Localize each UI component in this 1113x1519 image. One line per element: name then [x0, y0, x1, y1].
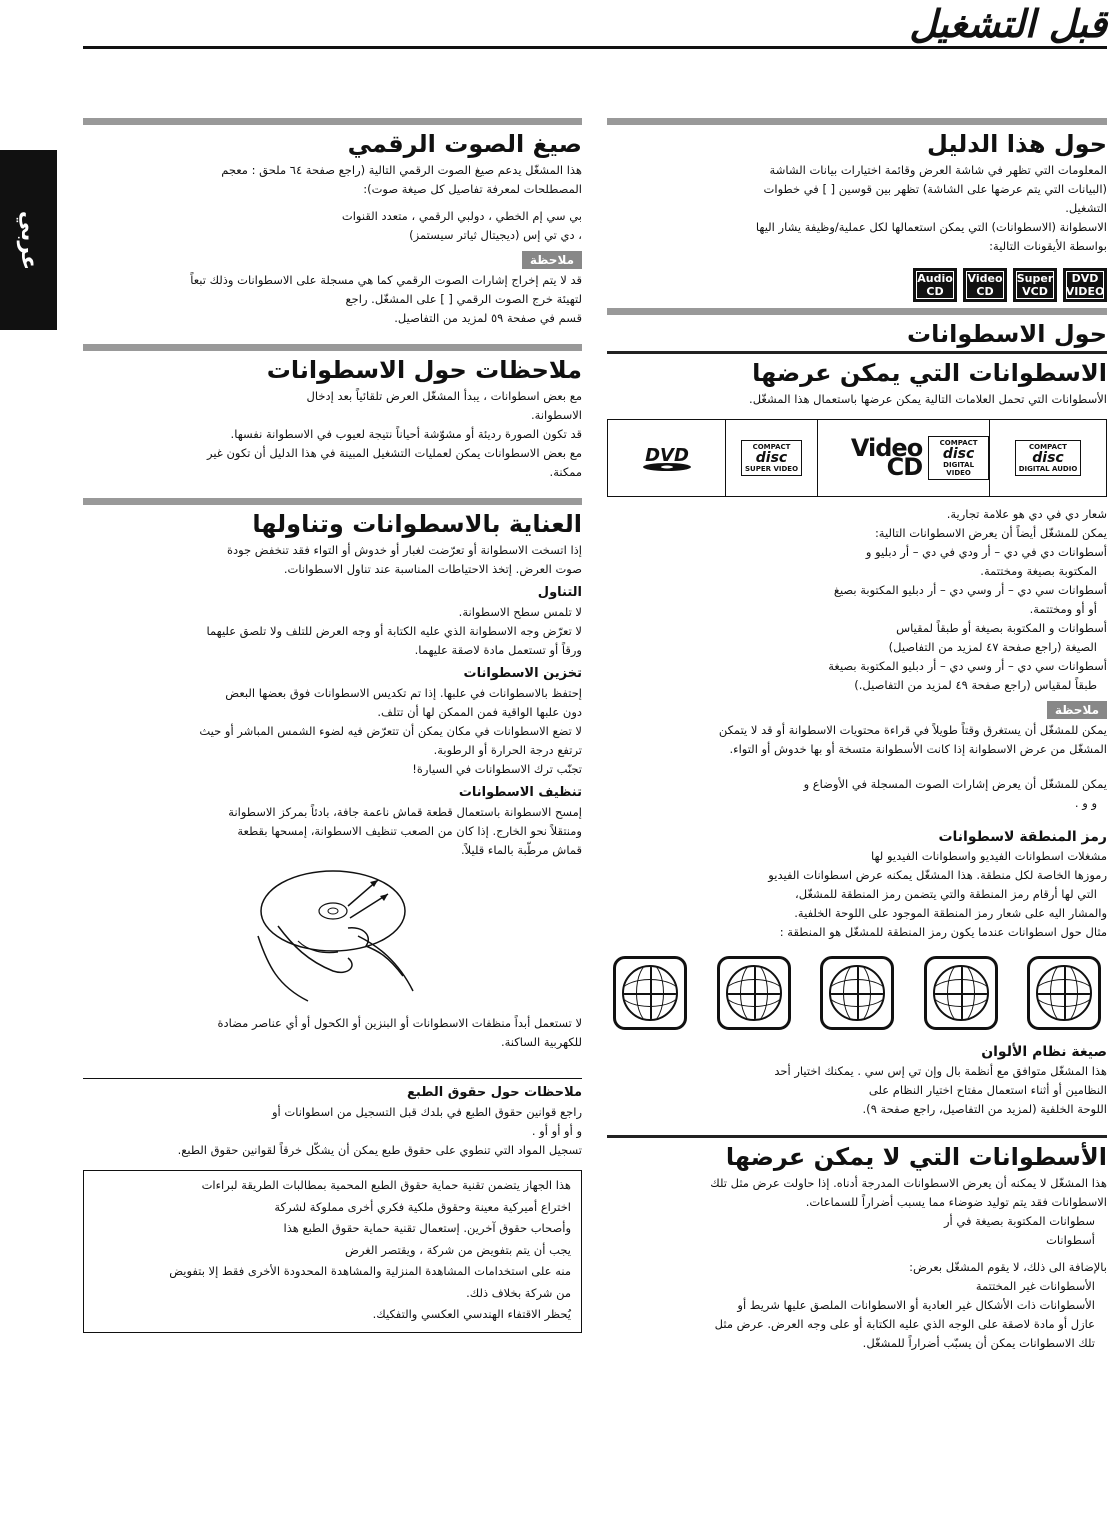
- text-line: المعلومات التي تظهر في شاشة العرض وقائمة اختيارات بيانات الشاشة: [769, 163, 1107, 177]
- text-line: أسطوانات سي دي – أر وسي دي – أر دبليو المكتوبة بصيغة: [828, 659, 1107, 673]
- text-line: هذا المشغّل لا يمكنه أن يعرض الاسطوانات المدرجة أدناه. إذا حاولت عرض مثل تلك: [710, 1176, 1107, 1190]
- dvd-logo-cell: [608, 420, 726, 496]
- section-rule: [607, 1135, 1107, 1138]
- text-line: راجع قوانين حقوق الطبع في بلدك قبل التسجيل من اسطوانات أو: [271, 1105, 582, 1119]
- list-item: تلك الاسطوانات يمكن أن يسبّب أضراراً للمشغّل.: [862, 1336, 1095, 1350]
- storage-title: تخزين الاسطوانات: [463, 666, 582, 681]
- text-line: (البيانات التي يتم عرضها على الشاشة) تظهر بين قوسين [ ] في خطوات: [763, 182, 1107, 196]
- list-item: الأسطوانات غير المختتمة: [975, 1279, 1095, 1293]
- region-globe-icon: [613, 956, 687, 1030]
- text-line: لا تعرّض وجه الاسطوانة الذي عليه الكتابة أو وجه العرض للتلف ولا تلصق عليهما: [206, 624, 582, 638]
- copyright-notes-title: ملاحظات حول حقوق الطبع: [407, 1085, 582, 1100]
- text-line: ممكنة.: [549, 465, 582, 479]
- text-line: بالإضافة الى ذلك، لا يقوم المشغّل بعرض:: [909, 1260, 1107, 1274]
- video-cd-logo-cell: [818, 420, 990, 496]
- text-line: اللوحة الخلفية (لمزيد من التفاصيل، راجع صفحة ٩).: [862, 1102, 1107, 1116]
- section-bar: [607, 118, 1107, 125]
- disc-notes-text: [83, 387, 582, 482]
- text-line: تسجيل المواد التي تنطوي على حقوق طبع يمكن أن يشكّل خرقاً لقوانين حقوق الطبع.: [177, 1143, 582, 1157]
- text-line: قد تكون الصورة رديئة أو مشوّشة أحياناً نتيجة لعيوب في الاسطوانة نفسها.: [230, 427, 582, 441]
- text-line: منه على استخدامات المشاهدة المنزلية والمشاهدة المحدودة الأخرى فقط إلا بتفويض: [169, 1264, 571, 1278]
- text-line: هذا المشغّل يدعم صيغ الصوت الرقمي التالية (راجع صفحة ٦٤ ملحق : معجم: [221, 163, 582, 177]
- text-line: أو أو ومختتمة.: [1029, 602, 1097, 616]
- disc-care-title: العناية بالاسطوانات وتناولها: [252, 510, 582, 538]
- text-line: المصطلحات لمعرفة تفاصيل كل صيغة صوت):: [363, 182, 582, 196]
- text-line: ومنتقلاً نحو الخارج. إذا كان من الصعب تنظيف الاسطوانة، إمسحها بقطعة: [237, 824, 582, 838]
- note-line: لتهيئة خرج الصوت الرقمي [ ] على المشغّل. راجع: [345, 292, 582, 306]
- text-line: لا تستعمل أبداً منظفات الاسطوانات أو البنزين أو الكحول أو أي عناصر مضادة: [217, 1016, 582, 1030]
- text-line: الاسطوانات فقد يتم توليد ضوضاء مما يسبب أضراراً للسماعات.: [805, 1195, 1107, 1209]
- unplayable-discs-title: الأسطوانات التي لا يمكن عرضها: [725, 1143, 1107, 1171]
- note-line: قسم في صفحة ٥٩ لمزيد من التفاصيل.: [394, 311, 582, 325]
- region-globe-icon: [924, 956, 998, 1030]
- cleaning-title: تنظيف الاسطوانات: [458, 785, 582, 800]
- super-video-disc-logo: COMPACT disc SUPER VIDEO: [741, 440, 802, 476]
- text-line: إحتفظ بالاسطوانات في علبها. إذا تم تكديس الاسطوانات فوق بعضها البعض: [225, 686, 582, 700]
- section-bar: [607, 308, 1107, 315]
- text-line: يمكن للمشغّل أن يعرض إشارات الصوت المسجلة في الأوضاع و: [803, 777, 1107, 791]
- dvd-logo-icon: [641, 444, 693, 472]
- format-list: بي سي إم الخطي ، دولبي الرقمي ، متعدد القنوات: [341, 209, 582, 223]
- text-line: مع بعض اسطوانات ، يبدأ المشغّل العرض تلقائياً بعد إدخال: [306, 389, 582, 403]
- video-cd-icon: Video CD: [963, 268, 1007, 302]
- disc-logo-table: [607, 419, 1107, 497]
- playable-intro: الأسطوانات التي تحمل العلامات التالية يمكن عرضها باستعمال هذا المشغّل.: [749, 392, 1107, 406]
- about-title: حول هذا الدليل: [927, 130, 1107, 158]
- text-line: شعار دي في دي هو علامة تجارية.: [946, 507, 1107, 521]
- disc-type-icons: [607, 268, 1107, 302]
- disc-notes-title: ملاحظات حول الاسطوانات: [266, 356, 582, 384]
- page-title: قبل التشغيل: [909, 1, 1107, 46]
- format-list: ، دي تي إس (ديجيتال ثياتر سيستمز): [409, 228, 582, 242]
- text-line: بواسطة الأيقونات التالية:: [989, 239, 1107, 253]
- playable-details: [607, 505, 1107, 695]
- text-line: ورقاً أو تستعمل مادة لاصقة عليهما.: [414, 643, 582, 657]
- text-line: دون علبها الواقية فمن الممكن لها أن تتلف.: [377, 705, 582, 719]
- section-rule: [607, 351, 1107, 354]
- text-line: إمسح الاسطوانة باستعمال قطعة قماش ناعمة جافة، بادئاً بمركز الاسطوانة: [228, 805, 582, 819]
- text-line: وأصحاب حقوق آخرين. إستعمال تقنية حماية حقوق الطبع هذا: [283, 1221, 571, 1235]
- text-line: صوت العرض. إتخذ الاحتياطات المناسبة عند تناول الاسطوانات.: [283, 562, 582, 576]
- list-item: أسطوانات: [1046, 1233, 1095, 1247]
- section-rule: [83, 1078, 582, 1079]
- text-line: طبقاً لمقياس (راجع صفحة ٤٩ لمزيد من التفاصيل.): [854, 678, 1097, 692]
- list-item: عازل أو مادة لاصقة على الوجه الذي عليه الكتابة أو على وجه العرض. عرض مثل: [714, 1317, 1095, 1331]
- text-line: و و .: [1074, 796, 1097, 810]
- section-bar: [83, 118, 582, 125]
- section-bar: [83, 344, 582, 351]
- text-line: الاسطوانة.: [531, 408, 582, 422]
- text-line: من شركة بخلاف ذلك.: [466, 1285, 571, 1300]
- text-line: التشغيل.: [1065, 201, 1107, 215]
- text-line: و أو أو أو .: [531, 1124, 582, 1138]
- note-line: المشغّل من عرض الاسطوانة إذا كانت الأسطوانة متسخة أو بها خدوش أو التواء.: [729, 742, 1107, 756]
- note-line: قد لا يتم إخراج إشارات الصوت الرقمي كما هي مسجلة على الاسطوانات وذلك تبعاً: [190, 273, 582, 287]
- dvd-video-icon: DVD VIDEO: [1063, 268, 1107, 302]
- note-label: ملاحظة: [1047, 701, 1107, 719]
- text-line: أسطوانات و المكتوبة بصيغة أو طبقاً لمقياس: [896, 621, 1107, 635]
- region-code-icons: [613, 956, 1101, 1030]
- copyright-protection-box: [83, 1170, 582, 1333]
- section-bar: [83, 498, 582, 505]
- text-line: لا تضع الاسطوانات في مكان يمكن أن تتعرّض فيه لضوء الشمس المباشر أو حيث: [199, 724, 582, 738]
- digital-video-disc-logo: COMPACT disc DIGITAL VIDEO: [928, 436, 989, 480]
- playable-discs-title: الاسطوانات التي يمكن عرضها: [752, 359, 1107, 387]
- text-line: يُحظر الاقتفاء الهندسي العكسي والتفكيك.: [372, 1307, 571, 1321]
- list-item: سطوانات المكتوبة بصيغة في أر: [943, 1214, 1095, 1228]
- text-line: أسطوانات سي دي – أر وسي دي – أر دبليو المكتوبة بصيغ: [833, 583, 1107, 597]
- handling-title: التناول: [537, 585, 582, 600]
- digital-audio-formats-title: صيغ الصوت الرقمي: [347, 130, 582, 158]
- text-line: أسطوانات دي في دي – أر ودي في دي – أر دبليو و: [865, 545, 1107, 559]
- region-globe-icon: [717, 956, 791, 1030]
- list-item: الأسطوانات ذات الأشكال غير العادية أو الاسطوانات الملصق عليها شريط أو: [737, 1298, 1095, 1312]
- dvd-logo-text: DVD: [644, 445, 689, 466]
- audio-cd-icon: Audio CD: [913, 268, 957, 302]
- text-line: هذا الجهاز يتضمن تقنية حماية حقوق الطبع المحمية بمطالبات الطريقة لبراءات: [201, 1178, 571, 1192]
- language-side-tab: [0, 150, 57, 330]
- right-column: [607, 118, 1107, 1353]
- text-line: مع بعض الاسطوانات يمكن لعمليات التشغيل المبينة في هذا الدليل أن تكون غير: [206, 446, 582, 460]
- text-line: هذا المشغّل متوافق مع أنظمة بال وإن تي إس سي . يمكنك اختيار أحد: [774, 1064, 1107, 1078]
- region-globe-icon: [1027, 956, 1101, 1030]
- text-line: تجنّب ترك الاسطوانات في السيارة!: [412, 762, 582, 776]
- text-line: والمشار اليه على شعار رمز المنطقة الموجود على اللوحة الخلفية.: [794, 906, 1107, 920]
- title-rule: [83, 46, 1107, 49]
- super-video-cd-logo-cell: [726, 420, 818, 496]
- text-line: قماش مرطّبة بالماء قليلاً.: [460, 843, 582, 857]
- digital-audio-disc-logo: COMPACT disc DIGITAL AUDIO: [1015, 440, 1082, 476]
- text-line: يمكن للمشغّل أيضاً أن يعرض الاسطوانات التالية:: [874, 526, 1107, 540]
- color-system-title: صيغة نظام الألوان: [981, 1044, 1107, 1060]
- note-label: ملاحظة: [522, 251, 582, 269]
- text-line: يجب أن يتم بتفويض من شركة ، ويقتصر الغرض: [345, 1242, 571, 1257]
- left-column: [83, 118, 582, 1333]
- discs-title: حول الاسطوانات: [906, 320, 1107, 348]
- super-vcd-icon: Super VCD: [1013, 268, 1057, 302]
- text-line: لا تلمس سطح الاسطوانة.: [458, 605, 582, 619]
- audio-cd-logo-cell: [990, 420, 1106, 496]
- text-line: اختراع أميركية معينة وحقوق ملكية فكري أخرى مملوكة لشركة: [274, 1199, 571, 1214]
- text-line: التي لها أرقام رمز المنطقة والتي يتضمن رمز المنطقة للمشغّل،: [795, 887, 1097, 901]
- side-tab-label: عربي: [15, 210, 41, 270]
- region-code-title: رمز المنطقة لاسطوانات: [938, 829, 1107, 845]
- about-text: [607, 161, 1107, 256]
- text-line: الاسطوانة (الاسطوانات) التي يمكن استعمالها لكل عملية/وظيفة يشار اليها: [755, 220, 1107, 234]
- region-globe-icon: [820, 956, 894, 1030]
- note-line: يمكن للمشغّل أن يستغرق وقتاً طويلاً في قراءة محتويات الاسطوانة أو قد لا يتمكن: [718, 723, 1107, 737]
- disc-cleaning-illustration: [238, 866, 428, 1006]
- video-cd-logo-text: Video CD: [850, 434, 923, 481]
- text-line: للكهربية الساكنة.: [500, 1035, 582, 1049]
- text-line: المكتوبة بصيغة ومختتمة.: [980, 564, 1097, 578]
- text-line: إذا اتسخت الاسطوانة أو تعرّضت لغبار أو خدوش أو التواء فقد تنخفض جودة: [226, 543, 582, 557]
- text-line: مثال حول اسطوانات عندما يكون رمز المنطقة للمشغّل هو المنطقة :: [779, 925, 1107, 939]
- text-line: مشغلات اسطوانات الفيديو واسطوانات الفيديو لها: [871, 849, 1107, 863]
- text-line: الصيغة (راجع صفحة ٤٧ لمزيد من التفاصيل): [888, 640, 1097, 654]
- text-line: ترتفع درجة الحرارة أو الرطوبة.: [433, 743, 582, 757]
- text-line: النظامين أو أثناء استعمال مفتاح اختيار النظام على: [868, 1083, 1107, 1097]
- text-line: رموزها الخاصة لكل منطقة. هذا المشغّل يمكنه عرض اسطوانات الفيديو: [768, 868, 1107, 882]
